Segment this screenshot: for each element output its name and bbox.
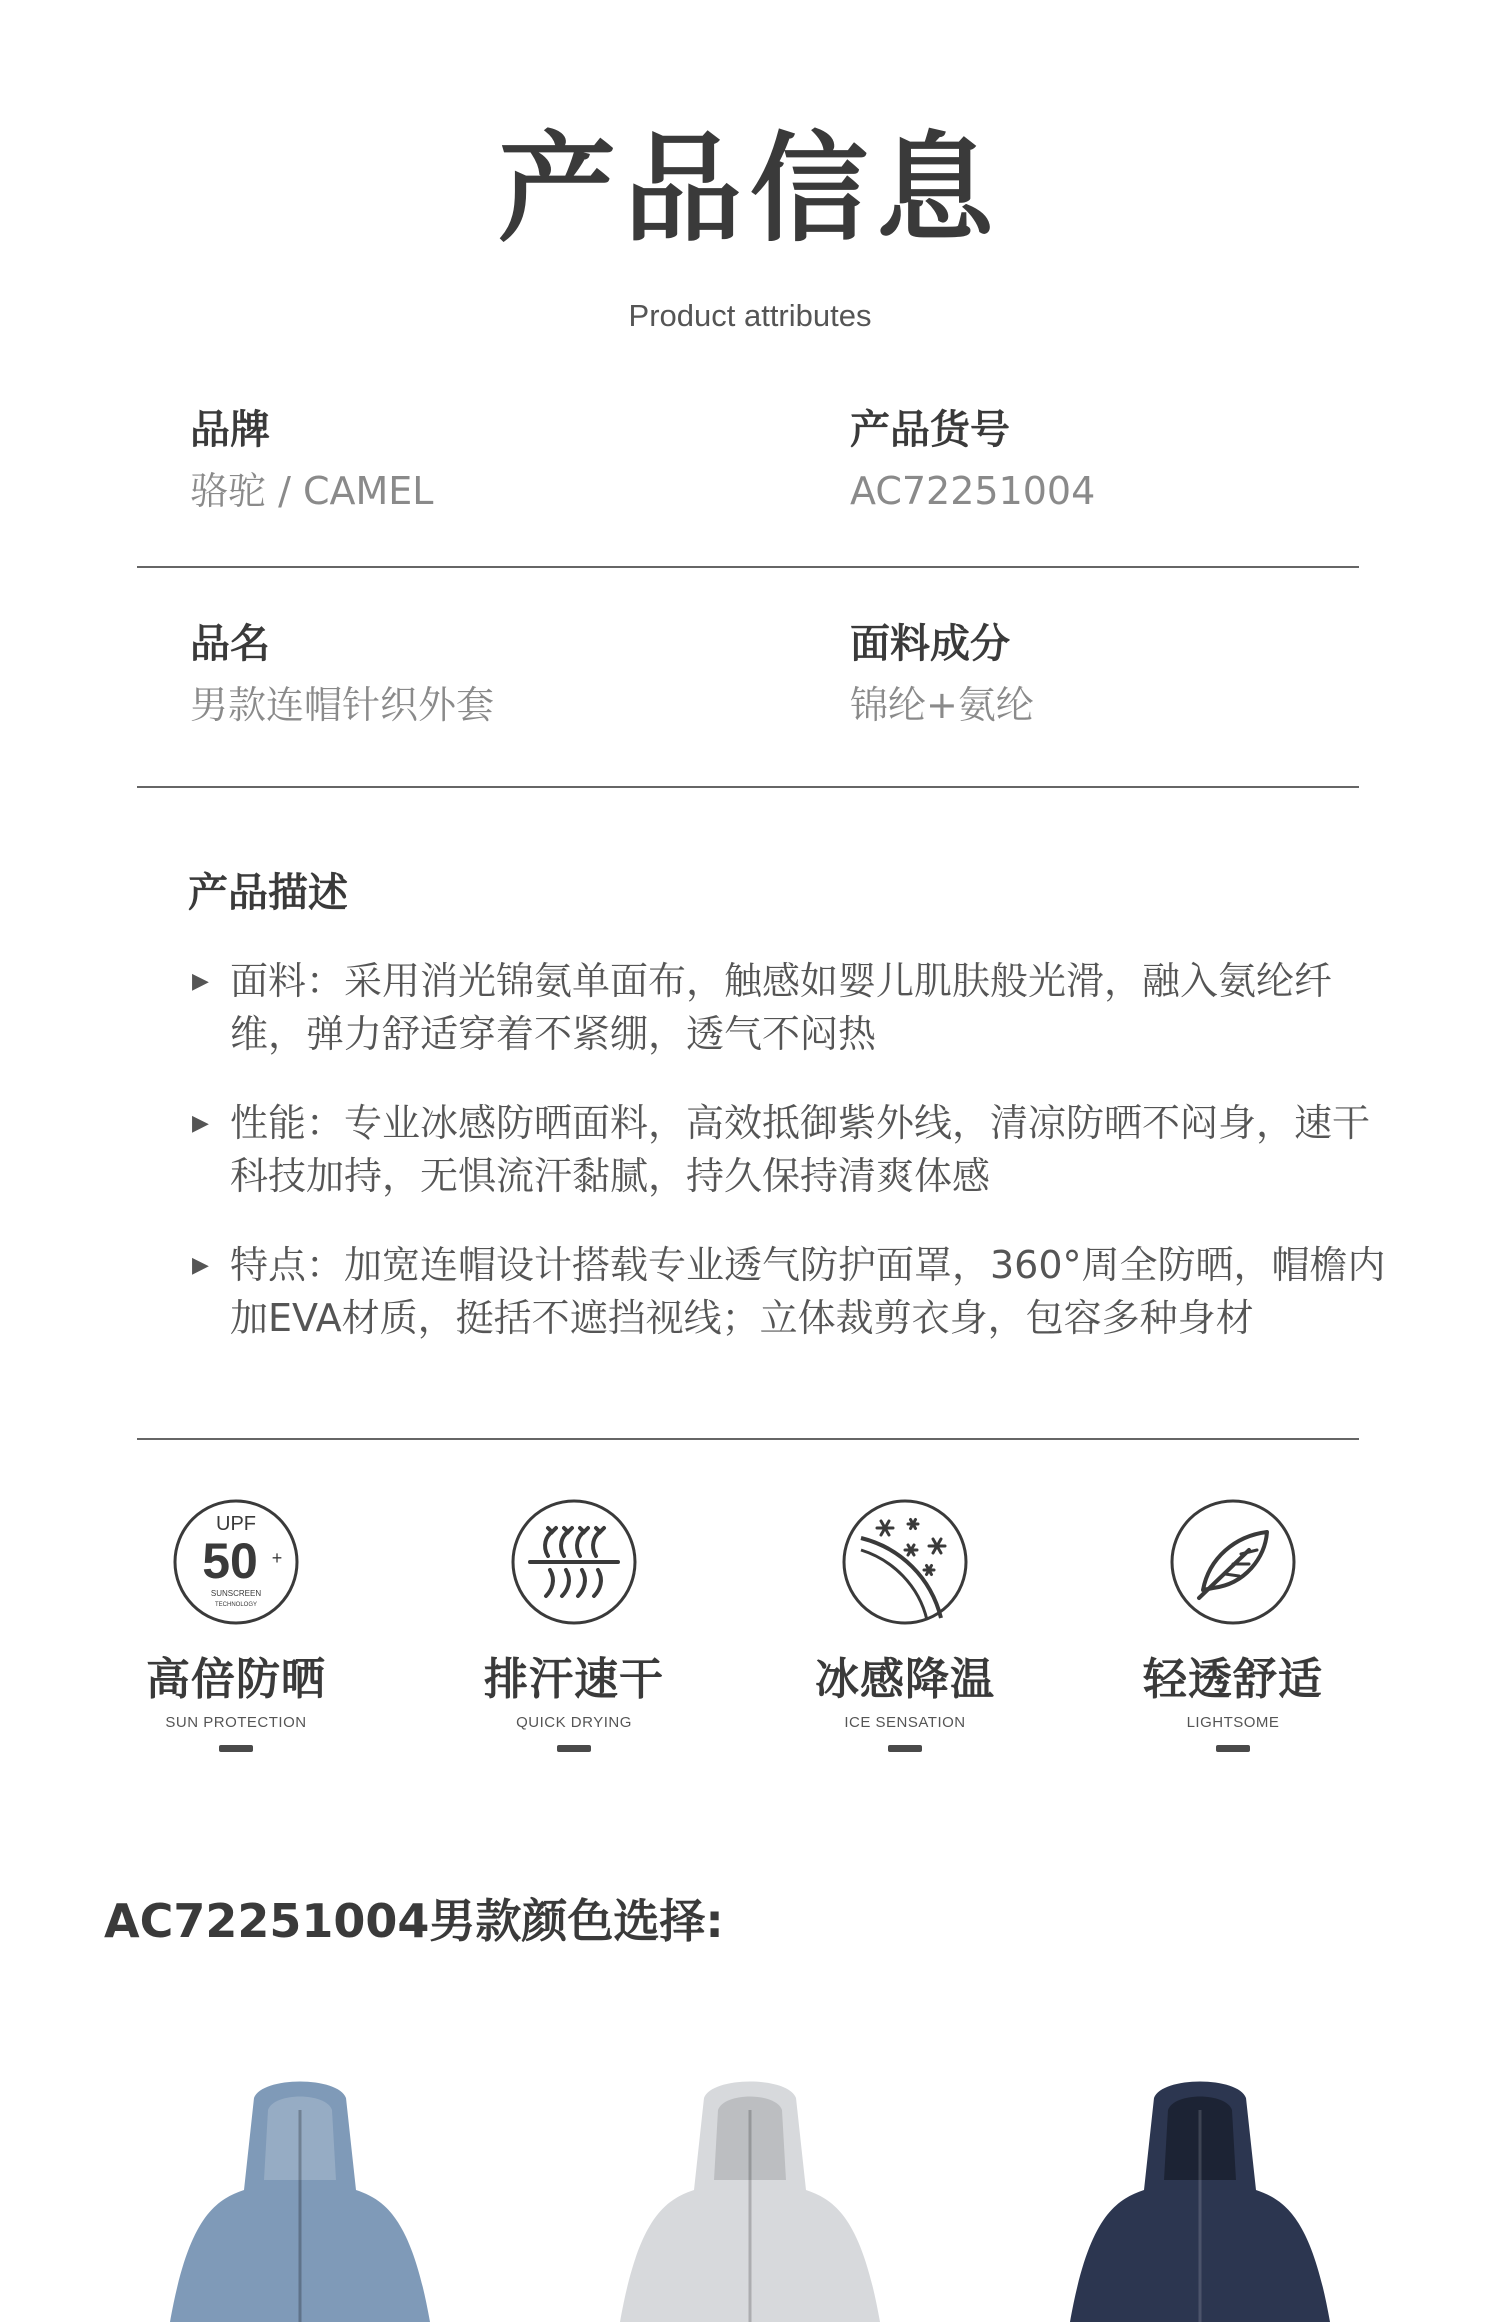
attr-brand	[190, 407, 434, 513]
description-title: 产品描述	[188, 870, 348, 916]
upf-number: 50	[202, 1533, 258, 1589]
description-text: 性能：专业冰感防晒面料，高效抵御紫外线，清凉防晒不闷身，速干科技加持，无惧流汗黏腻，持久保持清爽体感	[230, 1101, 1371, 1198]
feature-name: 轻透舒适	[1143, 1654, 1323, 1705]
feature-name: 冰感降温	[815, 1654, 995, 1705]
list-item	[188, 955, 1388, 1061]
attr-name	[190, 621, 495, 727]
jacket-blue-image[interactable]	[150, 2070, 450, 2322]
bullet-icon: ▶	[192, 969, 209, 994]
sku-value: AC72251004	[850, 469, 1096, 513]
feature-dash	[888, 1745, 922, 1752]
upf-sub2: TECHNOLOGY	[214, 1602, 258, 1608]
feature-name: 排汗速干	[484, 1654, 664, 1705]
description-text: 特点：加宽连帽设计搭载专业透气防护面罩，360°周全防晒，帽檐内加EVA材质，挺括不遮挡视线；立体裁剪衣身，包容多种身材	[230, 1243, 1386, 1340]
divider	[137, 786, 1359, 788]
bullet-icon: ▶	[192, 1111, 209, 1136]
feather-icon	[1169, 1498, 1297, 1626]
product-name-label: 品名	[190, 621, 270, 667]
feature-dash	[1216, 1745, 1250, 1752]
page-title: 产品信息	[497, 120, 1002, 258]
feature-en: ICE SENSATION	[844, 1714, 966, 1731]
feature-dash	[219, 1745, 253, 1752]
list-item	[188, 1239, 1388, 1345]
upf-sub1: SUNSCREEN	[210, 1589, 262, 1598]
color-selection-heading: AC72251004男款颜色选择:	[104, 1894, 724, 1948]
feature-quick-drying	[444, 1498, 704, 1752]
upf-plus: +	[271, 1548, 283, 1568]
list-item	[188, 1097, 1388, 1203]
feature-name: 高倍防晒	[146, 1654, 326, 1705]
jacket-navy-image[interactable]	[1050, 2070, 1350, 2322]
color-swatches	[0, 2070, 1500, 2322]
feature-en: LIGHTSOME	[1186, 1714, 1280, 1731]
divider	[137, 566, 1359, 568]
feature-row	[0, 1498, 1500, 1778]
feature-lightsome	[1103, 1498, 1363, 1752]
feature-en: SUN PROTECTION	[165, 1714, 307, 1731]
page-subtitle: Product attributes	[628, 298, 872, 333]
brand-label: 品牌	[190, 407, 270, 453]
description-list	[188, 955, 1388, 1381]
product-name-value: 男款连帽针织外套	[190, 683, 495, 727]
feature-en: QUICK DRYING	[516, 1714, 632, 1731]
sku-label: 产品货号	[850, 407, 1010, 453]
fabric-value: 锦纶+氨纶	[850, 683, 1034, 727]
snowflake-icon	[841, 1498, 969, 1626]
divider	[137, 1438, 1359, 1440]
quick-dry-icon	[510, 1498, 638, 1626]
feature-dash	[557, 1745, 591, 1752]
attr-fabric	[850, 621, 1034, 727]
description-text: 面料：采用消光锦氨单面布，触感如婴儿肌肤般光滑，融入氨纶纤维，弹力舒适穿着不紧绷，透气不闷热	[230, 959, 1333, 1056]
upf50-icon	[172, 1498, 300, 1626]
jacket-light-gray-image[interactable]	[600, 2070, 900, 2322]
brand-value: 骆驼 / CAMEL	[190, 469, 434, 513]
upf-text: UPF	[216, 1513, 256, 1535]
fabric-label: 面料成分	[850, 621, 1010, 667]
bullet-icon: ▶	[192, 1253, 209, 1278]
feature-sun-protection	[106, 1498, 366, 1752]
attr-sku	[850, 407, 1096, 513]
feature-ice-sensation	[775, 1498, 1035, 1752]
